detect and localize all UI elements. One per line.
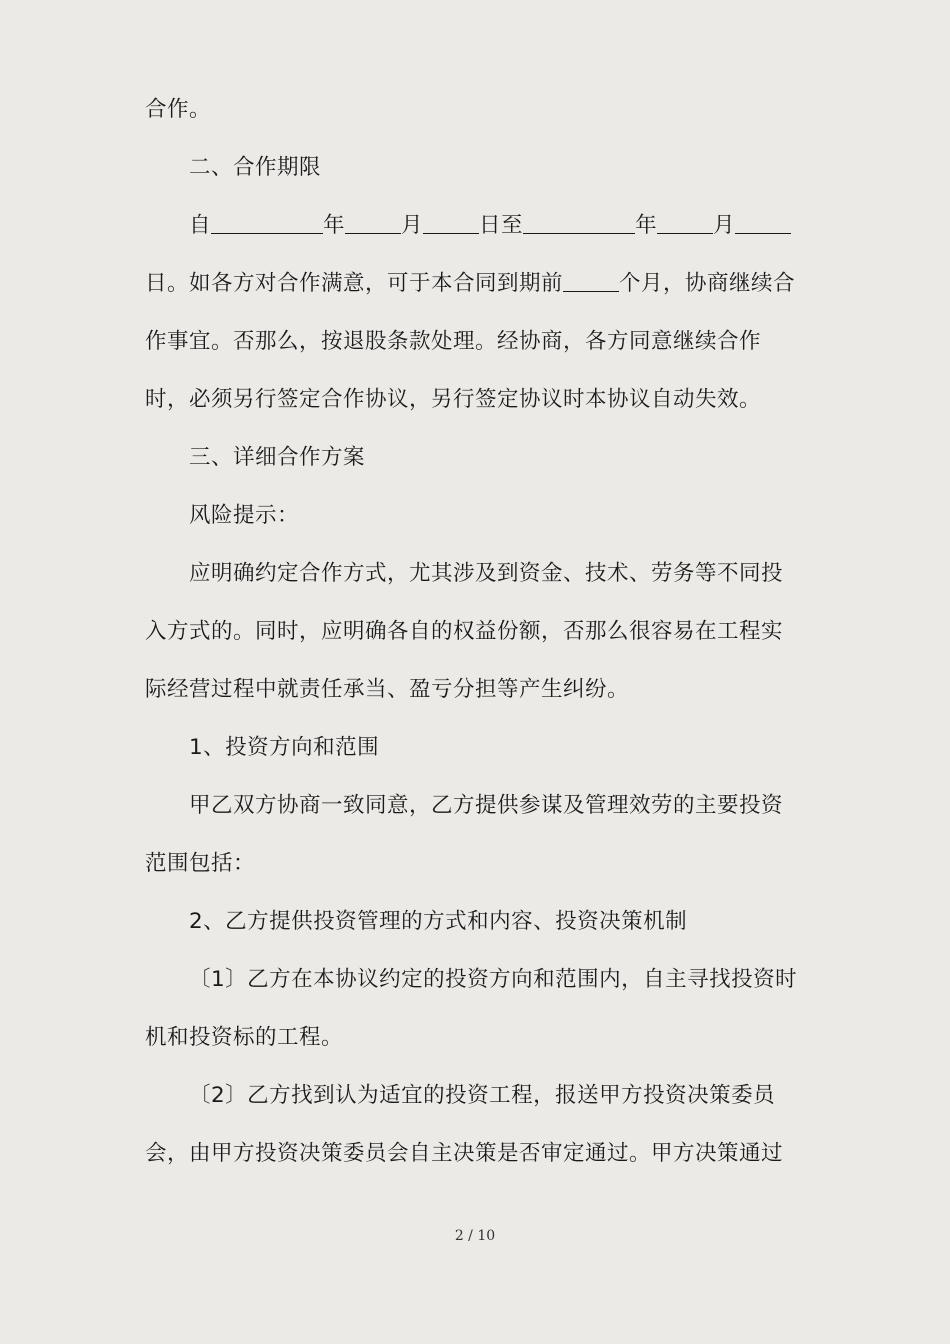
text-line: 〔1〕乙方在本协议约定的投资方向和范围内，自主寻找投资时 [189, 967, 798, 992]
text-line: 机和投资标的工程。 [145, 1025, 344, 1050]
section-heading-term: 二、合作期限 [189, 155, 322, 180]
text-line: 时，必须另行签定合作协议，另行签定协议时本协议自动失效。 [145, 387, 762, 412]
blank-field [657, 209, 713, 234]
blank-field [735, 209, 791, 234]
subheading-investment-scope: 1、投资方向和范围 [189, 735, 380, 760]
blank-field [345, 209, 401, 234]
text-line: 应明确约定合作方式，尤其涉及到资金、技术、劳务等不同投 [189, 561, 784, 586]
text-fragment: 年 [635, 213, 658, 238]
text-line: 合作。 [145, 97, 212, 122]
text-fragment: 年 [323, 213, 346, 238]
text-fragment: 月 [713, 213, 736, 238]
text-line: 际经营过程中就责任承当、盈亏分担等产生纠纷。 [145, 677, 630, 702]
subheading-management-method: 2、乙方提供投资管理的方式和内容、投资决策机制 [189, 909, 688, 934]
text-fragment: 月 [401, 213, 424, 238]
text-line: 范围包括： [145, 851, 256, 876]
blank-field [423, 209, 479, 234]
date-range-line [189, 206, 791, 246]
text-fragment: 日至 [479, 213, 524, 238]
text-fragment: 个月，协商继续合 [619, 271, 796, 296]
text-fragment: 日。如各方对合作满意，可于本合同到期前 [145, 271, 564, 296]
blank-field [211, 209, 323, 234]
blank-field [523, 209, 635, 234]
section-heading-plan: 三、详细合作方案 [189, 445, 366, 470]
page-number: 2 / 10 [454, 1228, 496, 1244]
text-line: 入方式的。同时，应明确各自的权益份额，否那么很容易在工程实 [145, 619, 784, 644]
text-fragment: 自 [189, 213, 212, 238]
text-line: 会，由甲方投资决策委员会自主决策是否审定通过。甲方决策通过 [145, 1141, 784, 1166]
text-line [145, 264, 795, 304]
text-line: 作事宜。否那么，按退股条款处理。经协商，各方同意继续合作 [145, 329, 762, 354]
blank-field [563, 267, 619, 292]
text-line: 甲乙双方协商一致同意，乙方提供参谋及管理效劳的主要投资 [189, 793, 784, 818]
risk-notice-label: 风险提示： [189, 503, 300, 528]
text-line: 〔2〕乙方找到认为适宜的投资工程，报送甲方投资决策委员 [189, 1083, 776, 1108]
